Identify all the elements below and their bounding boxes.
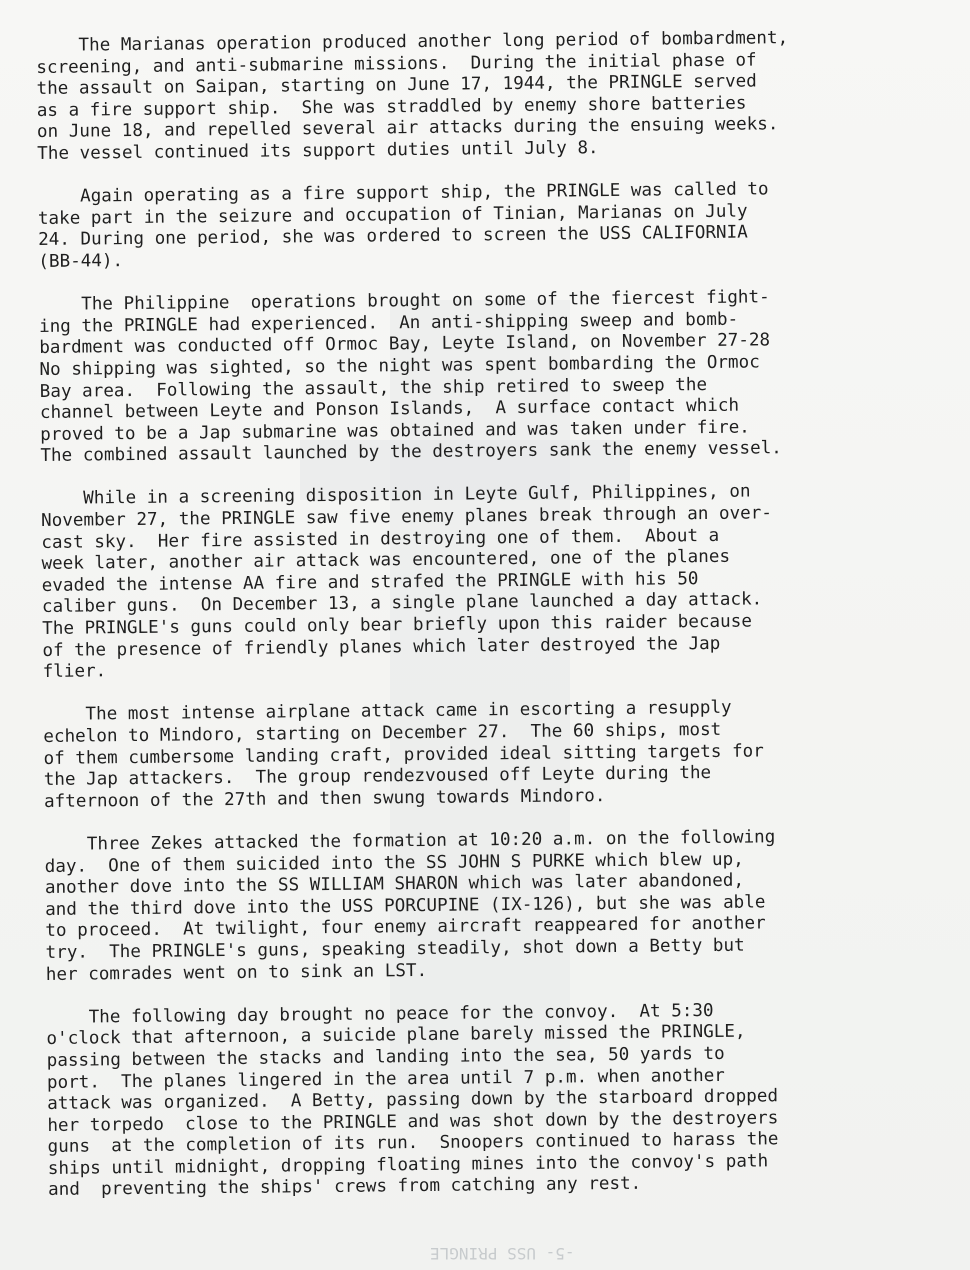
- paragraph-zekes-attack: Three Zekes attacked the formation at 10:20 a.m. on the following day. One of them suicided into the SS JOHN S PURKE which blew up, another dove into the SS WILLIAM SHARON which was later abandoned, and the third dove into the USS PORCUPINE (IX-126), but she was able to proceed. At twilight, four enemy aircraft reappeared for another try. The PRINGLE's guns, speaking steadily, shot down a Betty but her comrades went on to sink an LST.: [44, 827, 776, 985]
- show-through-footer: -5- USS PRINGLE: [430, 1244, 575, 1263]
- typed-document: [36, 27, 948, 1224]
- paragraph-mindoro-escort: The most intense airplane attack came in escorting a resupply echelon to Mindoro, starting on December 27. The 60 ships, most of them cumbersome landing craft, provided ideal sitting targets for the Jap attackers. The group rendezvoused off Leyte during the afternoon of the 27th and then swung towards Mindoro.: [43, 698, 764, 812]
- paragraph-tinian: Again operating as a fire support ship, the PRINGLE was called to take part in the seizure and occupation of Tinian, Marianas on July 24. During one period, she was ordered to screen the USS CALIFORNIA (BB-44).: [37, 179, 769, 272]
- paragraph-leyte-gulf: While in a screening disposition in Leyte Gulf, Philippines, on November 27, the PRINGLE saw five enemy planes break through an over- cast sky. Her fire assisted in destroying one of them. About a week later, another air attack was encountered, one of the planes evaded the intense AA fire and strafed the PRINGLE with his 50 caliber guns. On December 13, a single plane launched a day attack. The PRINGLE's guns could only bear briefly upon this raider because of the presence of friendly planes which later destroyed the Jap flier.: [40, 482, 773, 683]
- paragraph-following-day: The following day brought no peace for the convoy. At 5:30 o'clock that afternoon, a suicide plane barely missed the PRINGLE, passing between the stacks and landing into the sea, 50 yards to port. The planes lingered in the area until 7 p.m. when another attack was organized. A Betty, passing down by the starboard dropped her torpedo close to the PRINGLE and was shot down by the destroyers guns at the completion of its run. Snoopers continued to harass the ships until midnight, dropping floating mines into the convoy's path and preventing the ships' crews from catching any rest.: [46, 1000, 779, 1201]
- paragraph-philippine-operations: The Philippine operations brought on some of the fiercest fight- ing the PRINGLE had experienced. An anti-shipping sweep and bomb- bardment was conducted off Ormoc Bay, Leyte Island, on November 27-28 No shipping was sighted, so the night was spent bombarding the Ormoc Bay area. Following the assault, the ship retired to sweep the channel between Leyte and Ponson Islands, A surface contact which proved to be a Jap submarine was obtained and was taken under fire. The combined assault launched by the destroyers sank the enemy vessel.: [38, 287, 782, 467]
- paragraph-marianas: The Marianas operation produced another long period of bombardment, screening, and anti-submarine missions. During the initial phase of the assault on Saipan, starting on June 17, 1944, the PRINGLE served as a fire support ship. She was straddled by enemy shore batteries on June 18, and repelled several air attacks during the ensuing weeks. The vessel continued its support duties until July 8.: [36, 28, 789, 164]
